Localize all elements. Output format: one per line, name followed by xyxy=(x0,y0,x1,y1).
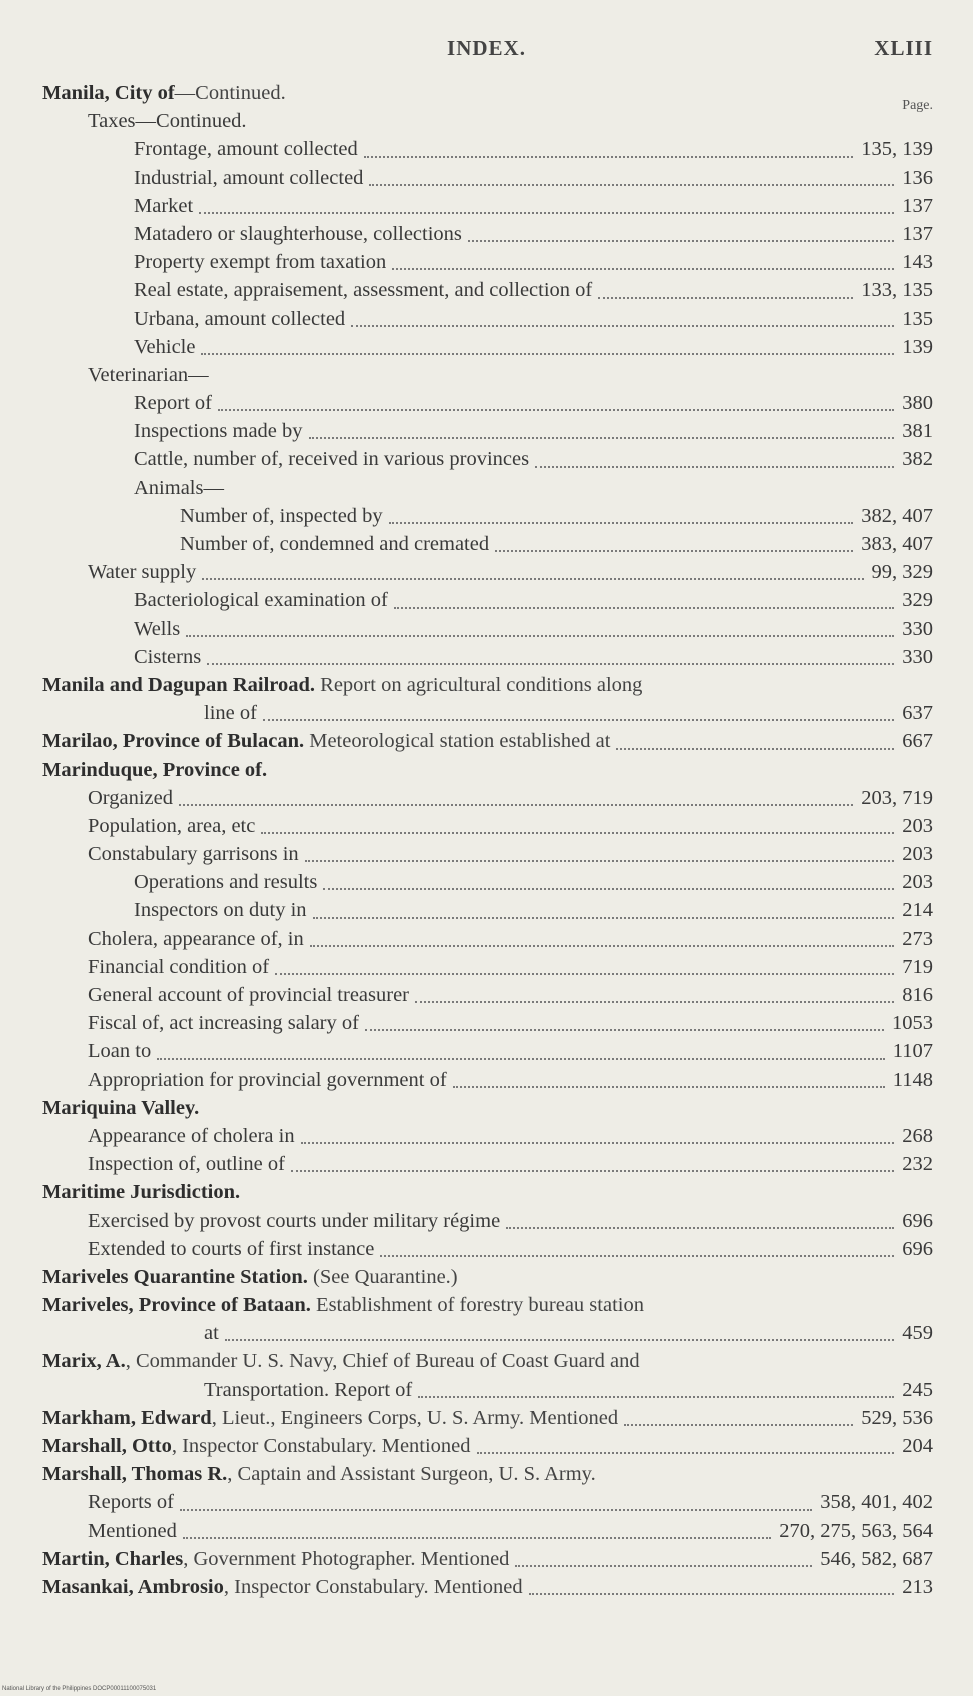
index-entries xyxy=(0,79,973,1601)
entry-text: Veterinarian— xyxy=(88,363,209,386)
entry-label xyxy=(134,164,365,192)
index-entry xyxy=(0,925,973,953)
index-entry xyxy=(0,220,973,248)
entry-label xyxy=(134,192,195,220)
leader-dots xyxy=(310,945,895,947)
index-entry xyxy=(0,981,973,1009)
entry-pages: 203 xyxy=(902,843,933,866)
entry-heading: Marilao, Province of Bulacan. xyxy=(42,730,305,753)
entry-text: Population, area, etc xyxy=(88,814,256,837)
index-entry xyxy=(0,1235,973,1263)
entry-text: Mentioned xyxy=(88,1519,177,1542)
entry-heading: Maritime Jurisdiction. xyxy=(42,1181,241,1204)
entry-text: Industrial, amount collected xyxy=(134,166,364,189)
entry-label xyxy=(42,1178,242,1206)
entry-text: , Captain and Assistant Surgeon, U. S. Army. xyxy=(227,1463,596,1486)
index-entry xyxy=(0,1517,973,1545)
entry-label xyxy=(88,361,211,389)
entry-text: Matadero or slaughterhouse, collections xyxy=(134,222,462,245)
entry-label xyxy=(88,1235,376,1263)
entry-label xyxy=(204,1319,221,1347)
index-entry xyxy=(0,615,973,643)
entry-label xyxy=(134,643,203,671)
entry-heading: Mariquina Valley. xyxy=(42,1096,200,1119)
leader-dots xyxy=(477,1452,895,1454)
leader-dots xyxy=(389,522,854,524)
entry-text: , Lieut., Engineers Corps, U. S. Army. Mentioned xyxy=(211,1406,619,1429)
entry-text: Report of xyxy=(134,392,212,415)
leader-dots xyxy=(218,409,894,411)
entry-pages: 214 xyxy=(902,899,933,922)
entry-heading: Manila and Dagupan Railroad. xyxy=(42,673,316,696)
entry-text: Real estate, appraisement, assessment, and collection of xyxy=(134,279,593,302)
entry-pages: 459 xyxy=(902,1322,933,1345)
index-entry xyxy=(0,248,973,276)
entry-text: Fiscal of, act increasing salary of xyxy=(88,1012,359,1035)
index-entry xyxy=(0,445,973,473)
entry-label xyxy=(42,727,612,755)
entry-pages: 268 xyxy=(902,1124,933,1147)
entry-label xyxy=(134,868,319,896)
entry-text: Taxes—Continued. xyxy=(88,110,247,133)
index-entry xyxy=(0,756,973,784)
index-entry xyxy=(0,727,973,755)
entry-label xyxy=(204,699,259,727)
index-entry xyxy=(0,1037,973,1065)
entry-pages: 382 xyxy=(902,448,933,471)
entry-text: Exercised by provost courts under military régime xyxy=(88,1209,501,1232)
leader-dots xyxy=(305,860,895,862)
entry-text: Animals— xyxy=(134,476,224,499)
entry-label xyxy=(88,558,198,586)
index-entry xyxy=(0,784,973,812)
index-entry xyxy=(0,1488,973,1516)
index-entry xyxy=(0,643,973,671)
entry-text: Report on agricultural conditions along xyxy=(315,673,643,696)
entry-heading: Mariveles Quarantine Station. xyxy=(42,1265,308,1288)
entry-heading: Mariveles, Province of Bataan. xyxy=(42,1294,311,1317)
entry-pages: 329 xyxy=(902,589,933,612)
entry-label xyxy=(42,79,288,107)
index-entry xyxy=(0,558,973,586)
entry-text: Property exempt from taxation xyxy=(134,251,387,274)
entry-label xyxy=(180,502,385,530)
entry-text: , Inspector Constabulary. Mentioned xyxy=(171,1435,471,1457)
entry-label xyxy=(88,981,411,1009)
entry-label xyxy=(42,1094,201,1122)
entry-label xyxy=(134,445,531,473)
entry-label xyxy=(42,1404,620,1432)
leader-dots xyxy=(313,917,895,919)
index-entry xyxy=(0,1545,973,1573)
entry-text: Wells xyxy=(134,617,181,640)
entry-label xyxy=(42,1263,460,1291)
entry-text: Inspectors on duty in xyxy=(134,899,307,922)
index-entry xyxy=(0,868,973,896)
entry-text: Extended to courts of first instance xyxy=(88,1237,375,1260)
entry-pages: 270, 275, 563, 564 xyxy=(779,1519,933,1542)
entry-pages: 135 xyxy=(902,307,933,330)
entry-text: Operations and results xyxy=(134,871,318,894)
entry-text: Inspections made by xyxy=(134,420,303,443)
entry-text: at xyxy=(204,1322,219,1345)
leader-dots xyxy=(515,1565,812,1567)
index-entry xyxy=(0,276,973,304)
entry-label xyxy=(42,1291,646,1319)
leader-dots xyxy=(468,240,894,242)
entry-label xyxy=(42,1432,473,1460)
leader-dots xyxy=(157,1058,885,1060)
index-entry xyxy=(0,1122,973,1150)
leader-dots xyxy=(598,297,853,299)
index-entry xyxy=(0,1094,973,1122)
entry-pages: 358, 401, 402 xyxy=(820,1491,933,1514)
entry-text: Reports of xyxy=(88,1491,174,1514)
index-entry xyxy=(0,389,973,417)
leader-dots xyxy=(291,1170,894,1172)
leader-dots xyxy=(323,888,894,890)
entry-text: —Continued. xyxy=(174,82,286,104)
entry-text: Appropriation for provincial government of xyxy=(88,1068,447,1091)
entry-text: Vehicle xyxy=(134,335,196,358)
leader-dots xyxy=(535,466,894,468)
entry-pages: 380 xyxy=(902,392,933,415)
index-entry xyxy=(0,1347,973,1375)
index-entry xyxy=(0,417,973,445)
entry-text: , Government Photographer. Mentioned xyxy=(183,1547,510,1570)
entry-pages: 330 xyxy=(902,617,933,640)
entry-label xyxy=(134,220,464,248)
leader-dots xyxy=(365,1029,884,1031)
entry-text: Water supply xyxy=(88,561,197,584)
entry-heading: Marshall, Thomas R. xyxy=(42,1463,228,1486)
entry-label xyxy=(134,248,388,276)
leader-dots xyxy=(225,1339,894,1341)
entry-heading: Marinduque, Province of. xyxy=(42,758,268,781)
leader-dots xyxy=(624,1424,853,1426)
index-entry xyxy=(0,1178,973,1206)
entry-pages: 273 xyxy=(902,927,933,950)
entry-pages: 696 xyxy=(902,1209,933,1232)
entry-pages: 204 xyxy=(902,1435,933,1457)
entry-text: Constabulary garrisons in xyxy=(88,843,299,866)
entry-label xyxy=(42,671,644,699)
index-entry xyxy=(0,699,973,727)
entry-label xyxy=(88,925,306,953)
page-column-label: Page. xyxy=(902,98,933,113)
index-entry xyxy=(0,1066,973,1094)
leader-dots xyxy=(263,719,894,721)
entry-pages: 696 xyxy=(902,1237,933,1260)
entry-text: Cisterns xyxy=(134,645,202,668)
entry-text: Urbana, amount collected xyxy=(134,307,346,330)
leader-dots xyxy=(453,1086,885,1088)
entry-label xyxy=(88,107,249,135)
entry-label xyxy=(42,756,269,784)
entry-pages: 133, 135 xyxy=(861,279,933,302)
index-entry xyxy=(0,1376,973,1404)
index-entry xyxy=(0,1319,973,1347)
index-entry xyxy=(0,305,973,333)
entry-label xyxy=(88,1207,502,1235)
index-entry xyxy=(0,1009,973,1037)
index-entry xyxy=(0,671,973,699)
entry-pages: 143 xyxy=(902,251,933,274)
entry-pages: 1053 xyxy=(892,1012,933,1035)
entry-pages: 330 xyxy=(902,645,933,668)
entry-pages: 232 xyxy=(902,1153,933,1176)
entry-label xyxy=(180,530,491,558)
entry-text: (See Quarantine.) xyxy=(307,1265,458,1288)
entry-label xyxy=(88,1009,361,1037)
entry-text: Market xyxy=(134,194,194,217)
index-entry xyxy=(0,502,973,530)
leader-dots xyxy=(180,1509,812,1511)
entry-pages: 382, 407 xyxy=(861,504,933,527)
entry-pages: 667 xyxy=(902,730,933,753)
leader-dots xyxy=(183,1537,771,1539)
entry-pages: 203 xyxy=(902,871,933,894)
entry-pages: 99, 329 xyxy=(871,561,933,584)
entry-label xyxy=(88,953,271,981)
entry-text: Number of, condemned and cremated xyxy=(180,533,490,555)
entry-label xyxy=(88,1150,287,1178)
index-entry xyxy=(0,1291,973,1319)
entry-label xyxy=(134,896,309,924)
index-entry xyxy=(0,1207,973,1235)
entry-label xyxy=(88,1037,153,1065)
entry-label xyxy=(88,812,257,840)
entry-text: Number of, inspected by xyxy=(180,504,383,527)
index-entry xyxy=(0,333,973,361)
entry-heading: Manila, City of xyxy=(42,82,175,104)
leader-dots xyxy=(202,578,863,580)
entry-text: Establishment of forestry bureau station xyxy=(310,1294,644,1317)
entry-label xyxy=(42,1460,598,1488)
entry-heading: Marshall, Otto xyxy=(42,1435,172,1457)
entry-text: Cholera, appearance of, in xyxy=(88,927,304,950)
leader-dots xyxy=(261,832,894,834)
entry-text: Appearance of cholera in xyxy=(88,1124,295,1147)
entry-label xyxy=(88,1122,297,1150)
page-header-title: INDEX. xyxy=(447,36,526,60)
index-entry xyxy=(0,953,973,981)
entry-text: Financial condition of xyxy=(88,955,270,978)
entry-pages: 137 xyxy=(902,194,933,217)
entry-heading: Martin, Charles xyxy=(42,1547,184,1570)
entry-label xyxy=(42,1573,525,1601)
index-entry xyxy=(0,79,973,107)
scan-footer: National Library of the Philippines DOCP00011100075031 xyxy=(2,1686,157,1692)
entry-pages: 213 xyxy=(902,1575,933,1598)
index-entry xyxy=(0,840,973,868)
entry-pages: 383, 407 xyxy=(861,533,933,555)
entry-pages: 1148 xyxy=(892,1068,933,1091)
leader-dots xyxy=(199,212,894,214)
entry-pages: 245 xyxy=(902,1378,933,1401)
leader-dots xyxy=(418,1396,894,1398)
entry-label xyxy=(42,1347,642,1375)
index-entry xyxy=(0,107,973,135)
leader-dots xyxy=(201,353,894,355)
entry-heading: Marix, A. xyxy=(42,1350,126,1373)
entry-text: Bacteriological examination of xyxy=(134,589,388,612)
index-entry xyxy=(0,474,973,502)
entry-label xyxy=(134,389,214,417)
entry-heading: Masankai, Ambrosio xyxy=(42,1575,224,1598)
entry-label xyxy=(134,135,360,163)
leader-dots xyxy=(179,804,853,806)
entry-pages: 135, 139 xyxy=(861,138,933,161)
entry-pages: 546, 582, 687 xyxy=(820,1547,933,1570)
page-header-number: XLIII xyxy=(874,36,933,60)
leader-dots xyxy=(506,1227,894,1229)
index-entry xyxy=(0,1460,973,1488)
leader-dots xyxy=(495,550,853,552)
entry-text: Frontage, amount collected xyxy=(134,138,358,161)
entry-label xyxy=(88,1066,449,1094)
entry-text: line of xyxy=(204,702,257,725)
entry-pages: 816 xyxy=(902,984,933,1006)
entry-text: , Commander U. S. Navy, Chief of Bureau of Coast Guard and xyxy=(125,1350,640,1373)
index-entry xyxy=(0,586,973,614)
entry-label xyxy=(134,276,594,304)
entry-pages: 1107 xyxy=(892,1040,933,1063)
entry-label xyxy=(88,784,175,812)
entry-pages: 137 xyxy=(902,222,933,245)
leader-dots xyxy=(616,748,894,750)
index-entry xyxy=(0,135,973,163)
leader-dots xyxy=(309,437,895,439)
index-entry xyxy=(0,361,973,389)
leader-dots xyxy=(301,1142,895,1144)
index-entry xyxy=(0,192,973,220)
leader-dots xyxy=(186,635,894,637)
leader-dots xyxy=(380,1255,894,1257)
entry-label xyxy=(88,1517,179,1545)
leader-dots xyxy=(415,1001,894,1003)
index-entry xyxy=(0,164,973,192)
entry-text: Cattle, number of, received in various provinces xyxy=(134,448,530,471)
index-entry xyxy=(0,1263,973,1291)
leader-dots xyxy=(364,156,854,158)
leader-dots xyxy=(207,663,894,665)
entry-label xyxy=(204,1376,414,1404)
entry-text: Organized xyxy=(88,786,174,809)
entry-label xyxy=(134,615,182,643)
entry-label xyxy=(134,474,226,502)
entry-label xyxy=(88,840,301,868)
entry-text: Inspection of, outline of xyxy=(88,1153,285,1176)
entry-pages: 529, 536 xyxy=(861,1406,933,1429)
entry-label xyxy=(134,417,305,445)
entry-pages: 637 xyxy=(902,702,933,725)
leader-dots xyxy=(275,973,894,975)
entry-text: Meteorological station established at xyxy=(304,730,611,753)
entry-heading: Markham, Edward xyxy=(42,1406,212,1429)
leader-dots xyxy=(369,184,894,186)
entry-label xyxy=(134,305,347,333)
index-entry xyxy=(0,896,973,924)
entry-label xyxy=(134,586,390,614)
entry-pages: 203 xyxy=(902,814,933,837)
entry-text: Transportation. Report of xyxy=(204,1378,413,1401)
leader-dots xyxy=(351,325,894,327)
index-entry xyxy=(0,1573,973,1601)
entry-text: General account of provincial treasurer xyxy=(88,984,410,1006)
entry-pages: 719 xyxy=(902,955,933,978)
entry-label xyxy=(88,1488,176,1516)
index-entry xyxy=(0,1150,973,1178)
index-entry xyxy=(0,812,973,840)
index-entry xyxy=(0,1404,973,1432)
index-entry xyxy=(0,530,973,558)
entry-text: , Inspector Constabulary. Mentioned xyxy=(223,1575,523,1598)
entry-text: Loan to xyxy=(88,1040,152,1063)
entry-pages: 381 xyxy=(902,420,933,443)
entry-pages: 139 xyxy=(902,335,933,358)
entry-label xyxy=(42,1545,511,1573)
entry-pages: 203, 719 xyxy=(861,786,933,809)
leader-dots xyxy=(394,607,894,609)
index-entry xyxy=(0,1432,973,1460)
leader-dots xyxy=(529,1593,895,1595)
entry-label xyxy=(134,333,197,361)
entry-pages: 136 xyxy=(902,166,933,189)
leader-dots xyxy=(392,268,894,270)
